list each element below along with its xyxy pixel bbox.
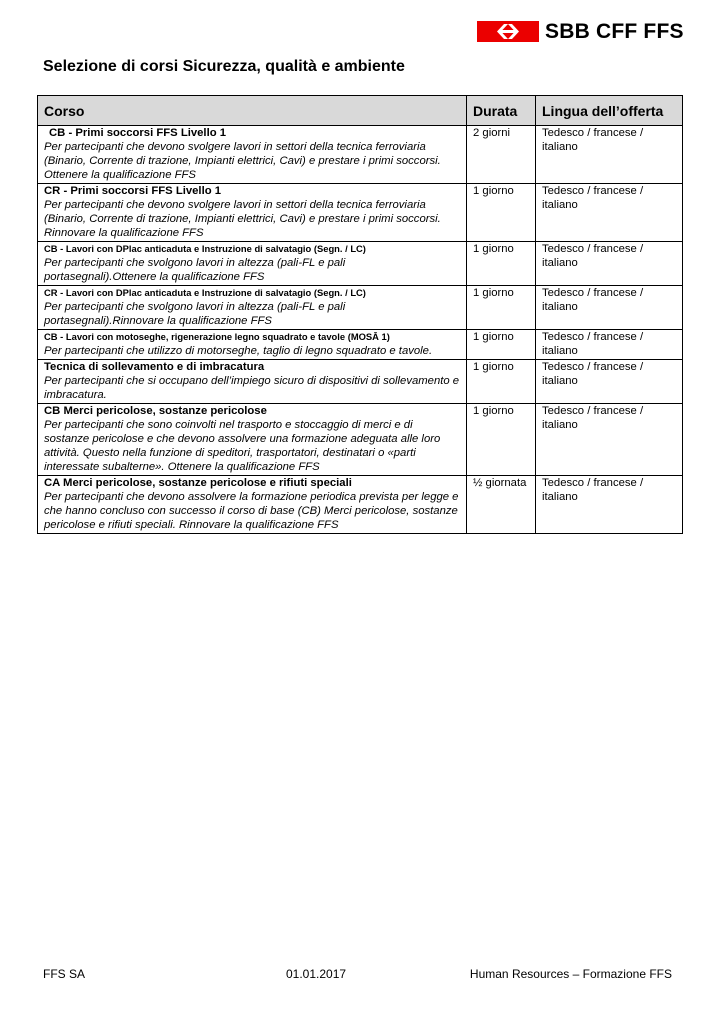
duration-cell: 1 giorno [467,242,536,286]
sbb-logo-icon [477,21,539,42]
table-row [38,404,683,476]
language-cell: Tedesco / francese / italiano [536,126,683,184]
courses-table [37,95,683,534]
course-name: CB - Lavori con motoseghe, rigenerazione legno squadrato e tavole (MOSĀ 1) [44,331,390,342]
logo-wordmark: SBB CFF FFS [545,20,684,43]
language-cell: Tedesco / francese / italiano [536,404,683,476]
language-cell: Tedesco / francese / italiano [536,360,683,404]
duration-cell: 1 giorno [467,330,536,360]
course-cell [38,126,467,184]
course-name: CR - Primi soccorsi FFS Livello 1 [44,185,222,197]
language-cell: Tedesco / francese / italiano [536,330,683,360]
course-description: Per partecipanti che devono assolvere la formazione periodica prevista per legge e che hanno concluso con successo il corso di base (CB) Merci pericolose, sostanze pericolose e rifiuti speciali. Rinnovare la qualificazione FFS [44,491,459,531]
course-name: CB Merci pericolose, sostanze pericolose [44,405,267,417]
course-description: Per partecipanti che si occupano dell’impiego sicuro di dispositivi di sollevamento e imbracatura. [44,375,460,401]
header-course: Corso [38,96,467,126]
table-header-row [38,96,683,126]
course-description: Per partecipanti che devono svolgere lavori in settori della tecnica ferroviaria (Binario, Corrente di trazione, Impianti elettrici, Cavi) e prestare i primi soccorsi. Rinnovare la qualificazione FFS [44,199,441,239]
duration-cell: 1 giorno [467,404,536,476]
header-language: Lingua dell’offerta [536,96,683,126]
language-cell: Tedesco / francese / italiano [536,184,683,242]
course-cell [38,404,467,476]
course-description: Per partecipanti che svolgono lavori in altezza (pali-FL e pali portasegnali).Ottenere la qualificazione FFS [44,257,346,283]
language-cell: Tedesco / francese / italiano [536,476,683,534]
course-name: Tecnica di sollevamento e di imbracatura [44,361,265,373]
table-row [38,126,683,184]
table-row [38,184,683,242]
duration-cell: ½ giornata [467,476,536,534]
page-title: Selezione di corsi Sicurezza, qualità e ambiente [43,58,405,75]
footer-company: FFS SA [43,967,86,981]
table-row [38,360,683,404]
footer-department: Human Resources – Formazione FFS [469,967,672,981]
course-description: Per partecipanti che svolgono lavori in altezza (pali-FL e pali portasegnali).Rinnovare la qualificazione FFS [44,301,346,327]
course-name: CB - Primi soccorsi FFS Livello 1 [49,127,227,139]
duration-cell: 1 giorno [467,184,536,242]
table-row [38,286,683,330]
footer-date: 01.01.2017 [286,967,347,981]
course-cell [38,330,467,360]
table-row [38,476,683,534]
table-row [38,242,683,286]
header-duration: Durata [467,96,536,126]
duration-cell: 1 giorno [467,286,536,330]
language-cell: Tedesco / francese / italiano [536,242,683,286]
course-name: CB - Lavori con DPlac anticaduta e Instruzione di salvatagio (Segn. / LC) [44,243,366,254]
table-row [38,330,683,360]
duration-cell: 1 giorno [467,360,536,404]
course-cell [38,476,467,534]
language-cell: Tedesco / francese / italiano [536,286,683,330]
sbb-logo [477,21,684,42]
course-cell [38,286,467,330]
course-name: CA Merci pericolose, sostanze pericolose e rifiuti speciali [44,477,352,489]
course-description: Per partecipanti che utilizzo di motorseghe, taglio di legno squadrato e tavole. [44,345,433,357]
course-description: Per partecipanti che sono coinvolti nel trasporto e stoccaggio di merci e di sostanze pericolose e che devono assolvere una formazione adeguata alle loro attività. Questo nella funzione di speditori, trasportatori, destinatari o «parti interessate subalterne». Ottenere la qualificazione FFS [44,419,441,473]
course-cell [38,360,467,404]
course-description: Per partecipanti che devono svolgere lavori in settori della tecnica ferroviaria (Binario, Corrente di trazione, Impianti elettrici, Cavi) e prestare i primi soccorsi. Ottenere la qualificazione FFS [44,141,441,181]
course-name: CR - Lavori con DPlac anticaduta e Instruzione di salvatagio (Segn. / LC) [44,287,366,298]
duration-cell: 2 giorni [467,126,536,184]
course-cell [38,242,467,286]
course-cell [38,184,467,242]
